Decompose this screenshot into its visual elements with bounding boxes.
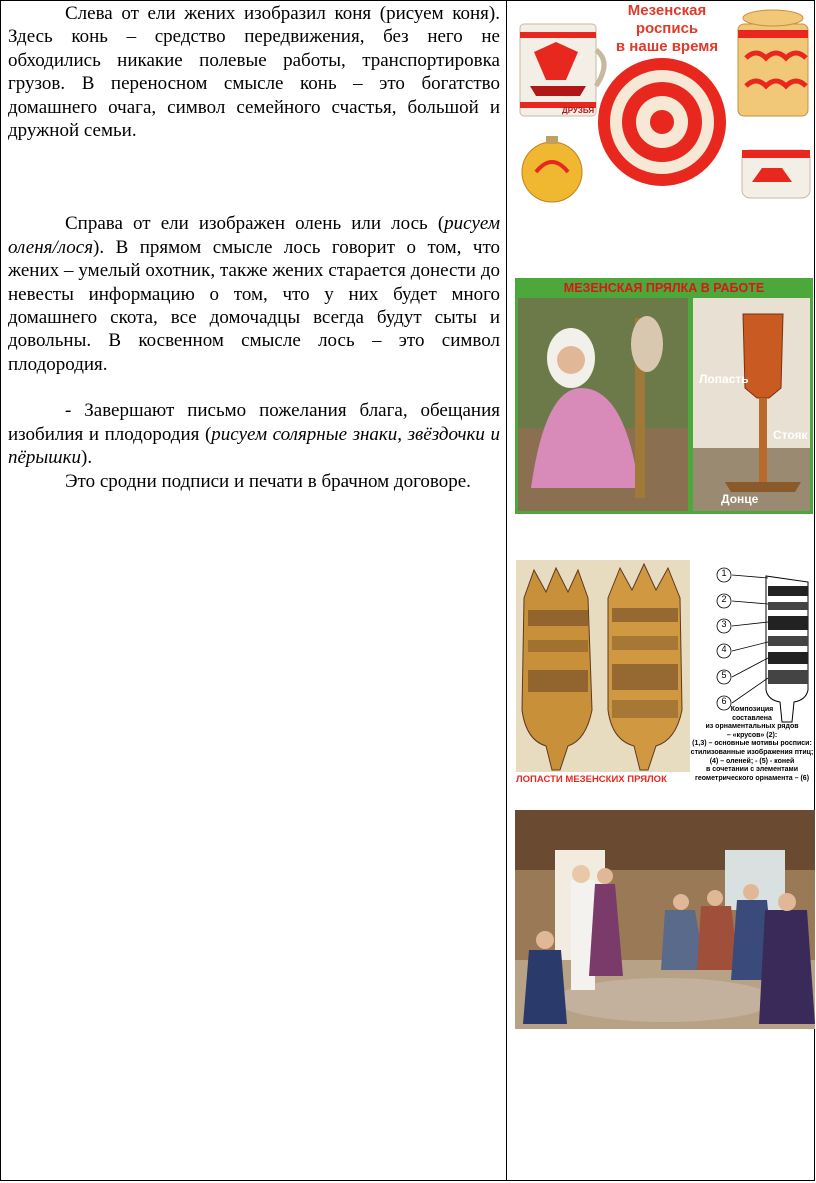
mezen-title-line-1: Мезенская xyxy=(627,2,707,19)
paragraph-deer xyxy=(8,212,500,376)
image-mezen-blades xyxy=(516,560,814,792)
callout-6: 6 xyxy=(721,696,727,706)
label-stand: Стояк xyxy=(773,428,808,442)
paragraph-signature: Это сродни подписи и печати в брачном договоре. xyxy=(65,470,471,492)
caption-line-9: геометрического орнамента – (6) xyxy=(694,774,810,782)
caption-line-1: Композиция xyxy=(730,706,774,713)
callout-1: 1 xyxy=(721,568,727,578)
callout-2: 2 xyxy=(721,594,727,604)
blades-title: ЛОПАСТИ МЕЗЕНСКИХ ПРЯЛОК xyxy=(516,774,667,785)
caption-line-6: стилизованные изображения птиц; xyxy=(690,748,814,756)
caption-line-7: (4) – оленей; - (5) - коней xyxy=(709,757,795,765)
caption-line-8: в сочетании с элементами xyxy=(706,766,798,774)
paragraph-deer-start: Справа от ели изображен олень или лось ( xyxy=(65,213,445,235)
paragraph-deer-end: ). В прямом смысле лось говорит о том, что жених – умелый охотник, также жених старается донести до невесты информацию о том, что у них будет много домашнего скота, все домочадцы всегда будут сыты и довольны. В косвенном смысле лось – это символ плодородия. xyxy=(8,236,500,375)
paragraph-wishes-italic: рисуем солярные знаки, звёздочки и пёрышки xyxy=(8,423,500,469)
caption-line-3: из орнаментальных рядов xyxy=(705,723,799,731)
spinning-wheel-photos xyxy=(515,278,813,514)
paragraph-wishes-end: ). xyxy=(81,447,93,469)
spinning-wheel-title: МЕЗЕНСКАЯ ПРЯЛКА В РАБОТЕ xyxy=(563,281,765,295)
callout-3: 3 xyxy=(721,619,727,629)
callout-4: 4 xyxy=(721,644,727,654)
image-mezen-painting-today xyxy=(516,2,814,206)
image-spinning-gathering-painting xyxy=(515,810,815,1029)
caption-line-5: (1,3) – основные мотивы росписи: xyxy=(692,740,812,748)
gathering-painting xyxy=(515,810,815,1029)
paragraph-wishes-start: - Завершают письмо пожелания блага, обещания изобилия и плодородия ( xyxy=(8,400,500,445)
image-spinning-wheel-at-work xyxy=(515,278,813,514)
paragraph-horse: Слева от ели жених изобразил коня (рисуем коня). Здесь конь – средство передвижения, без него не обходились никакие полевые работы, транспортировка грузов. В переносном смысле конь – это богатство домашнего очага, символ семейного счастья, большой и дружной семьи. xyxy=(8,3,500,142)
callout-5: 5 xyxy=(721,670,727,680)
paragraph-deer-italic: рисуем оленя/лося xyxy=(8,213,500,258)
composition-caption xyxy=(690,706,814,783)
mezen-title-line-2: роспись xyxy=(635,20,699,37)
label-base: Донце xyxy=(721,492,759,506)
mezen-title-line-3: в наше время xyxy=(615,38,719,55)
caption-line-2: составлена xyxy=(732,714,772,722)
caption-line-4: – «крусов» (2): xyxy=(726,731,778,739)
mug-text: ДРУЗЬЯ xyxy=(562,106,595,115)
text-column xyxy=(8,2,500,493)
column-divider xyxy=(506,0,507,1181)
label-blade: Лопасть xyxy=(699,372,749,386)
paragraph-wishes xyxy=(8,399,500,469)
